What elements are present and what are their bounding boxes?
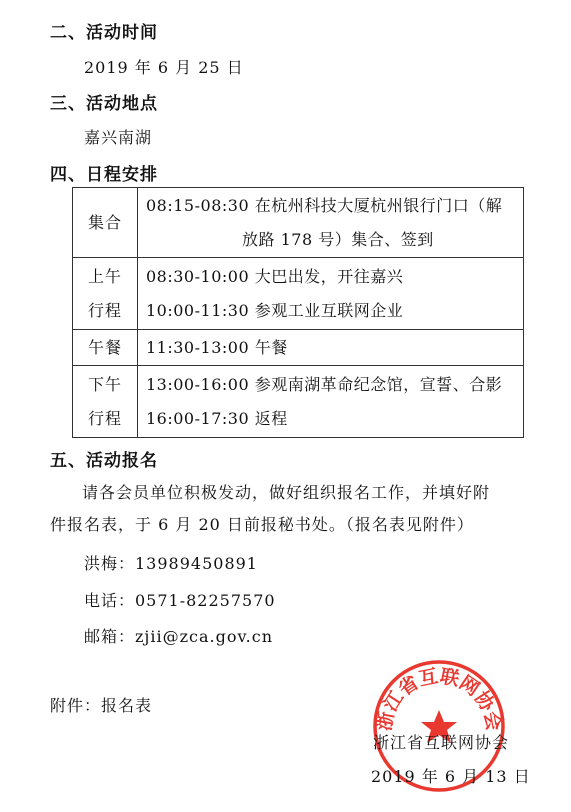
contact-email: 邮箱：zjii@zca.gov.cn [84,627,274,646]
schedule-line: 08:15-08:30 在杭州科技大厦杭州银行门口（解 [146,195,503,215]
row-label: 集合 [73,188,138,258]
table-row [73,258,524,330]
seal-text: 浙江省互联网协会 [373,665,505,733]
signature-date: 2019 年 6 月 13 日 [371,767,531,786]
schedule-table [72,187,524,438]
schedule-line: 11:30-13:00 午餐 [146,337,288,357]
attachment-note: 附件：报名表 [50,696,153,715]
row-content [138,330,524,366]
paragraph-line: 件报名表，于 6 月 20 日前报秘书处。（报名表见附件） [50,515,474,534]
contact-phone: 电话：0571-82257570 [84,591,276,610]
schedule-line: 13:00-16:00 参观南湖革命纪念馆，宣誓、合影 [146,374,503,394]
contact-name: 洪梅：13989450891 [84,554,258,573]
signature-organization: 浙江省互联网协会 [373,733,510,752]
table-row [73,366,524,438]
section-heading-signup: 五、活动报名 [50,451,158,471]
row-label [73,258,138,330]
schedule-line: 10:00-11:30 参观工业互联网企业 [146,300,404,320]
row-label-line: 行程 [87,300,122,320]
paragraph-line: 请各会员单位积极发动，做好组织报名工作，并填好附 [82,483,491,502]
section-heading-place: 三、活动地点 [50,94,158,114]
row-label-line: 行程 [87,408,122,428]
row-content [138,366,524,438]
row-label-line: 下午 [87,374,122,394]
row-label-line: 上午 [87,266,122,286]
row-content [138,188,524,258]
activity-date: 2019 年 6 月 25 日 [84,58,244,77]
schedule-line: 16:00-17:30 返程 [146,408,288,428]
row-label: 午餐 [73,330,138,366]
table-row [73,330,524,366]
schedule-line: 08:30-10:00 大巴出发，开往嘉兴 [146,266,404,286]
row-label [73,366,138,438]
activity-place: 嘉兴南湖 [84,128,153,147]
section-heading-time: 二、活动时间 [50,23,158,43]
section-heading-schedule: 四、日程安排 [50,165,158,185]
schedule-line: 放路 178 号）集合、签到 [242,229,434,249]
row-content [138,258,524,330]
table-row [73,188,524,258]
signup-paragraph [50,477,530,541]
